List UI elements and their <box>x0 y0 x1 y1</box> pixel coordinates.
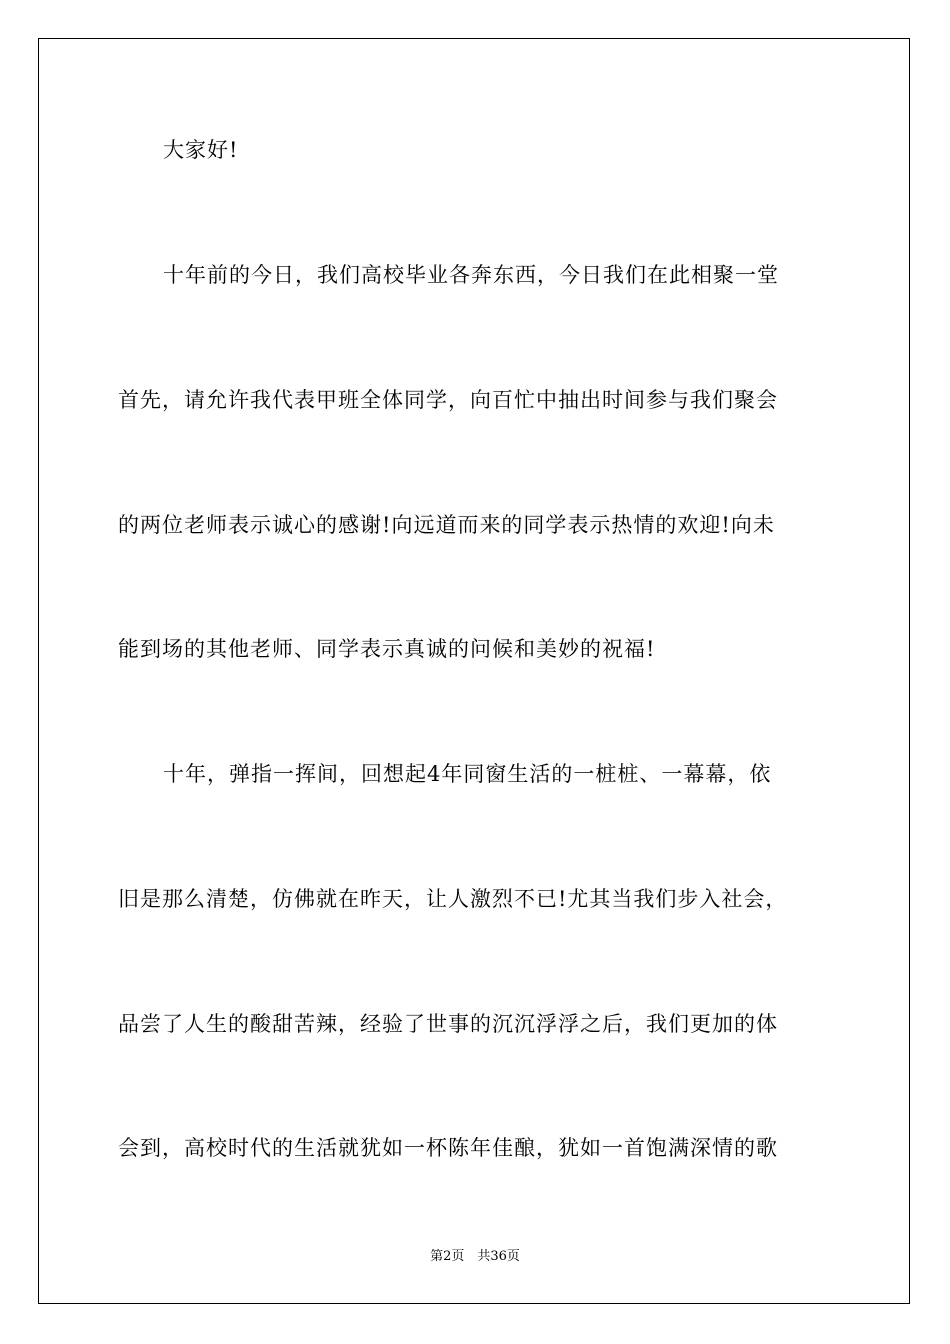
greeting-line: 大家好! <box>163 138 239 162</box>
page-border <box>38 38 910 1304</box>
paragraph-line: 的两位老师表示诚心的感谢!向远道而来的同学表示热情的欢迎!向未 <box>118 513 775 537</box>
paragraph-line: 十年，弹指一挥间，回想起4年同窗生活的一桩桩、一幕幕，依 <box>163 762 772 786</box>
paragraph-line: 品尝了人生的酸甜苦辣，经验了世事的沉沉浮浮之后，我们更加的体 <box>118 1012 778 1036</box>
paragraph-line: 首先，请允许我代表甲班全体同学，向百忙中抽出时间参与我们聚会 <box>118 388 778 412</box>
paragraph-line: 会到，高校时代的生活就犹如一杯陈年佳酿，犹如一首饱满深情的歌 <box>118 1136 778 1160</box>
paragraph-line: 能到场的其他老师、同学表示真诚的问候和美妙的祝福! <box>118 637 656 661</box>
paragraph-line: 旧是那么清楚，仿佛就在昨天，让人激烈不已!尤其当我们步入社会， <box>118 887 788 911</box>
page-number-footer: 第2页 共36页 <box>430 1249 520 1264</box>
paragraph-line: 十年前的今日，我们高校毕业各奔东西，今日我们在此相聚一堂 <box>163 263 779 287</box>
